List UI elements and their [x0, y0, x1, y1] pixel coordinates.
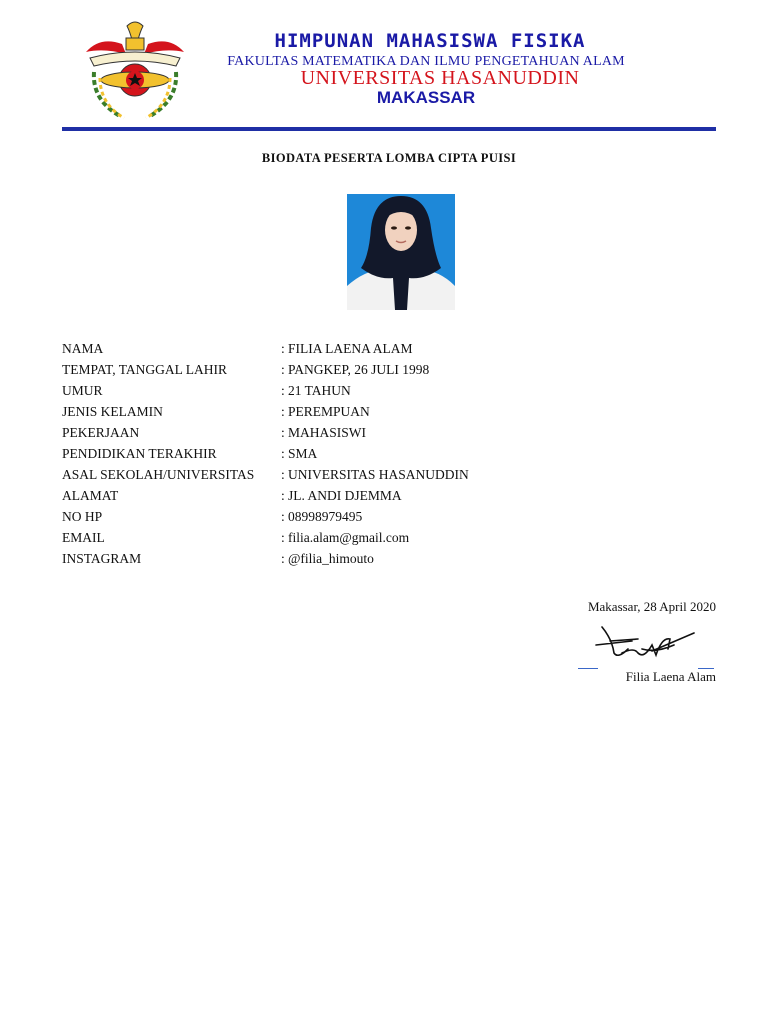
handwritten-signature — [592, 619, 698, 665]
biodata-value: UNIVERSITAS HASANUDDIN — [288, 467, 469, 482]
biodata-value: PANGKEP, 26 JULI 1998 — [288, 362, 430, 377]
biodata-label: PENDIDIKAN TERAKHIR — [62, 446, 217, 461]
biodata-colon: : — [281, 488, 285, 503]
biodata-value: FILIA LAENA ALAM — [288, 341, 413, 356]
biodata-value: 21 TAHUN — [288, 383, 351, 398]
biodata-label: ALAMAT — [62, 488, 119, 503]
biodata-colon: : — [281, 530, 285, 545]
himafi-logo-icon — [80, 18, 190, 126]
biodata-label: NAMA — [62, 341, 104, 356]
biodata-value: JL. ANDI DJEMMA — [288, 488, 402, 503]
biodata-label: PEKERJAAN — [62, 425, 140, 440]
biodata-row — [62, 423, 702, 444]
biodata-label: INSTAGRAM — [62, 551, 142, 566]
biodata-row — [62, 486, 702, 507]
biodata-row — [62, 528, 702, 549]
biodata-colon: : — [281, 509, 285, 524]
biodata-label: EMAIL — [62, 530, 105, 545]
university-name: UNIVERSITAS HASANUDDIN — [300, 67, 580, 89]
biodata-row — [62, 444, 702, 465]
org-name: HIMPUNAN MAHASISWA FISIKA — [274, 30, 586, 52]
biodata-value: 08998979495 — [288, 509, 363, 524]
biodata-value: @filia_himouto — [288, 551, 374, 566]
biodata-row — [62, 465, 702, 486]
biodata-colon: : — [281, 551, 285, 566]
biodata-row — [62, 360, 702, 381]
biodata-label: TEMPAT, TANGGAL LAHIR — [62, 362, 228, 377]
biodata-list — [62, 339, 702, 570]
biodata-row — [62, 339, 702, 360]
faculty-name: FAKULTAS MATEMATIKA DAN ILMU PENGETAHUAN ALAM — [227, 54, 625, 69]
biodata-colon: : — [281, 341, 285, 356]
biodata-colon: : — [281, 404, 285, 419]
biodata-row — [62, 507, 702, 528]
biodata-label: NO HP — [62, 509, 103, 524]
biodata-label: JENIS KELAMIN — [62, 404, 163, 419]
biodata-label: ASAL SEKOLAH/UNIVERSITAS — [62, 467, 255, 482]
biodata-value: PEREMPUAN — [288, 404, 370, 419]
portrait-photo — [347, 194, 455, 310]
biodata-label: UMUR — [62, 383, 103, 398]
biodata-value: filia.alam@gmail.com — [288, 530, 410, 545]
biodata-colon: : — [281, 425, 285, 440]
portrait-image — [347, 194, 455, 310]
biodata-colon: : — [281, 362, 285, 377]
biodata-row — [62, 549, 702, 570]
signer-name: Filia Laena Alam — [625, 669, 716, 684]
biodata-row — [62, 402, 702, 423]
biodata-colon: : — [281, 446, 285, 461]
signature-place-date: Makassar, 28 April 2020 — [587, 599, 716, 614]
header-divider — [62, 127, 716, 131]
biodata-value: SMA — [288, 446, 318, 461]
document-title: BIODATA PESERTA LOMBA CIPTA PUISI — [261, 151, 517, 165]
biodata-row — [62, 381, 702, 402]
letterhead — [0, 0, 768, 135]
biodata-value: MAHASISWI — [288, 425, 367, 440]
biodata-colon: : — [281, 383, 285, 398]
signature-line-left — [578, 668, 598, 669]
city-name: MAKASSAR — [376, 88, 476, 107]
biodata-colon: : — [281, 467, 285, 482]
